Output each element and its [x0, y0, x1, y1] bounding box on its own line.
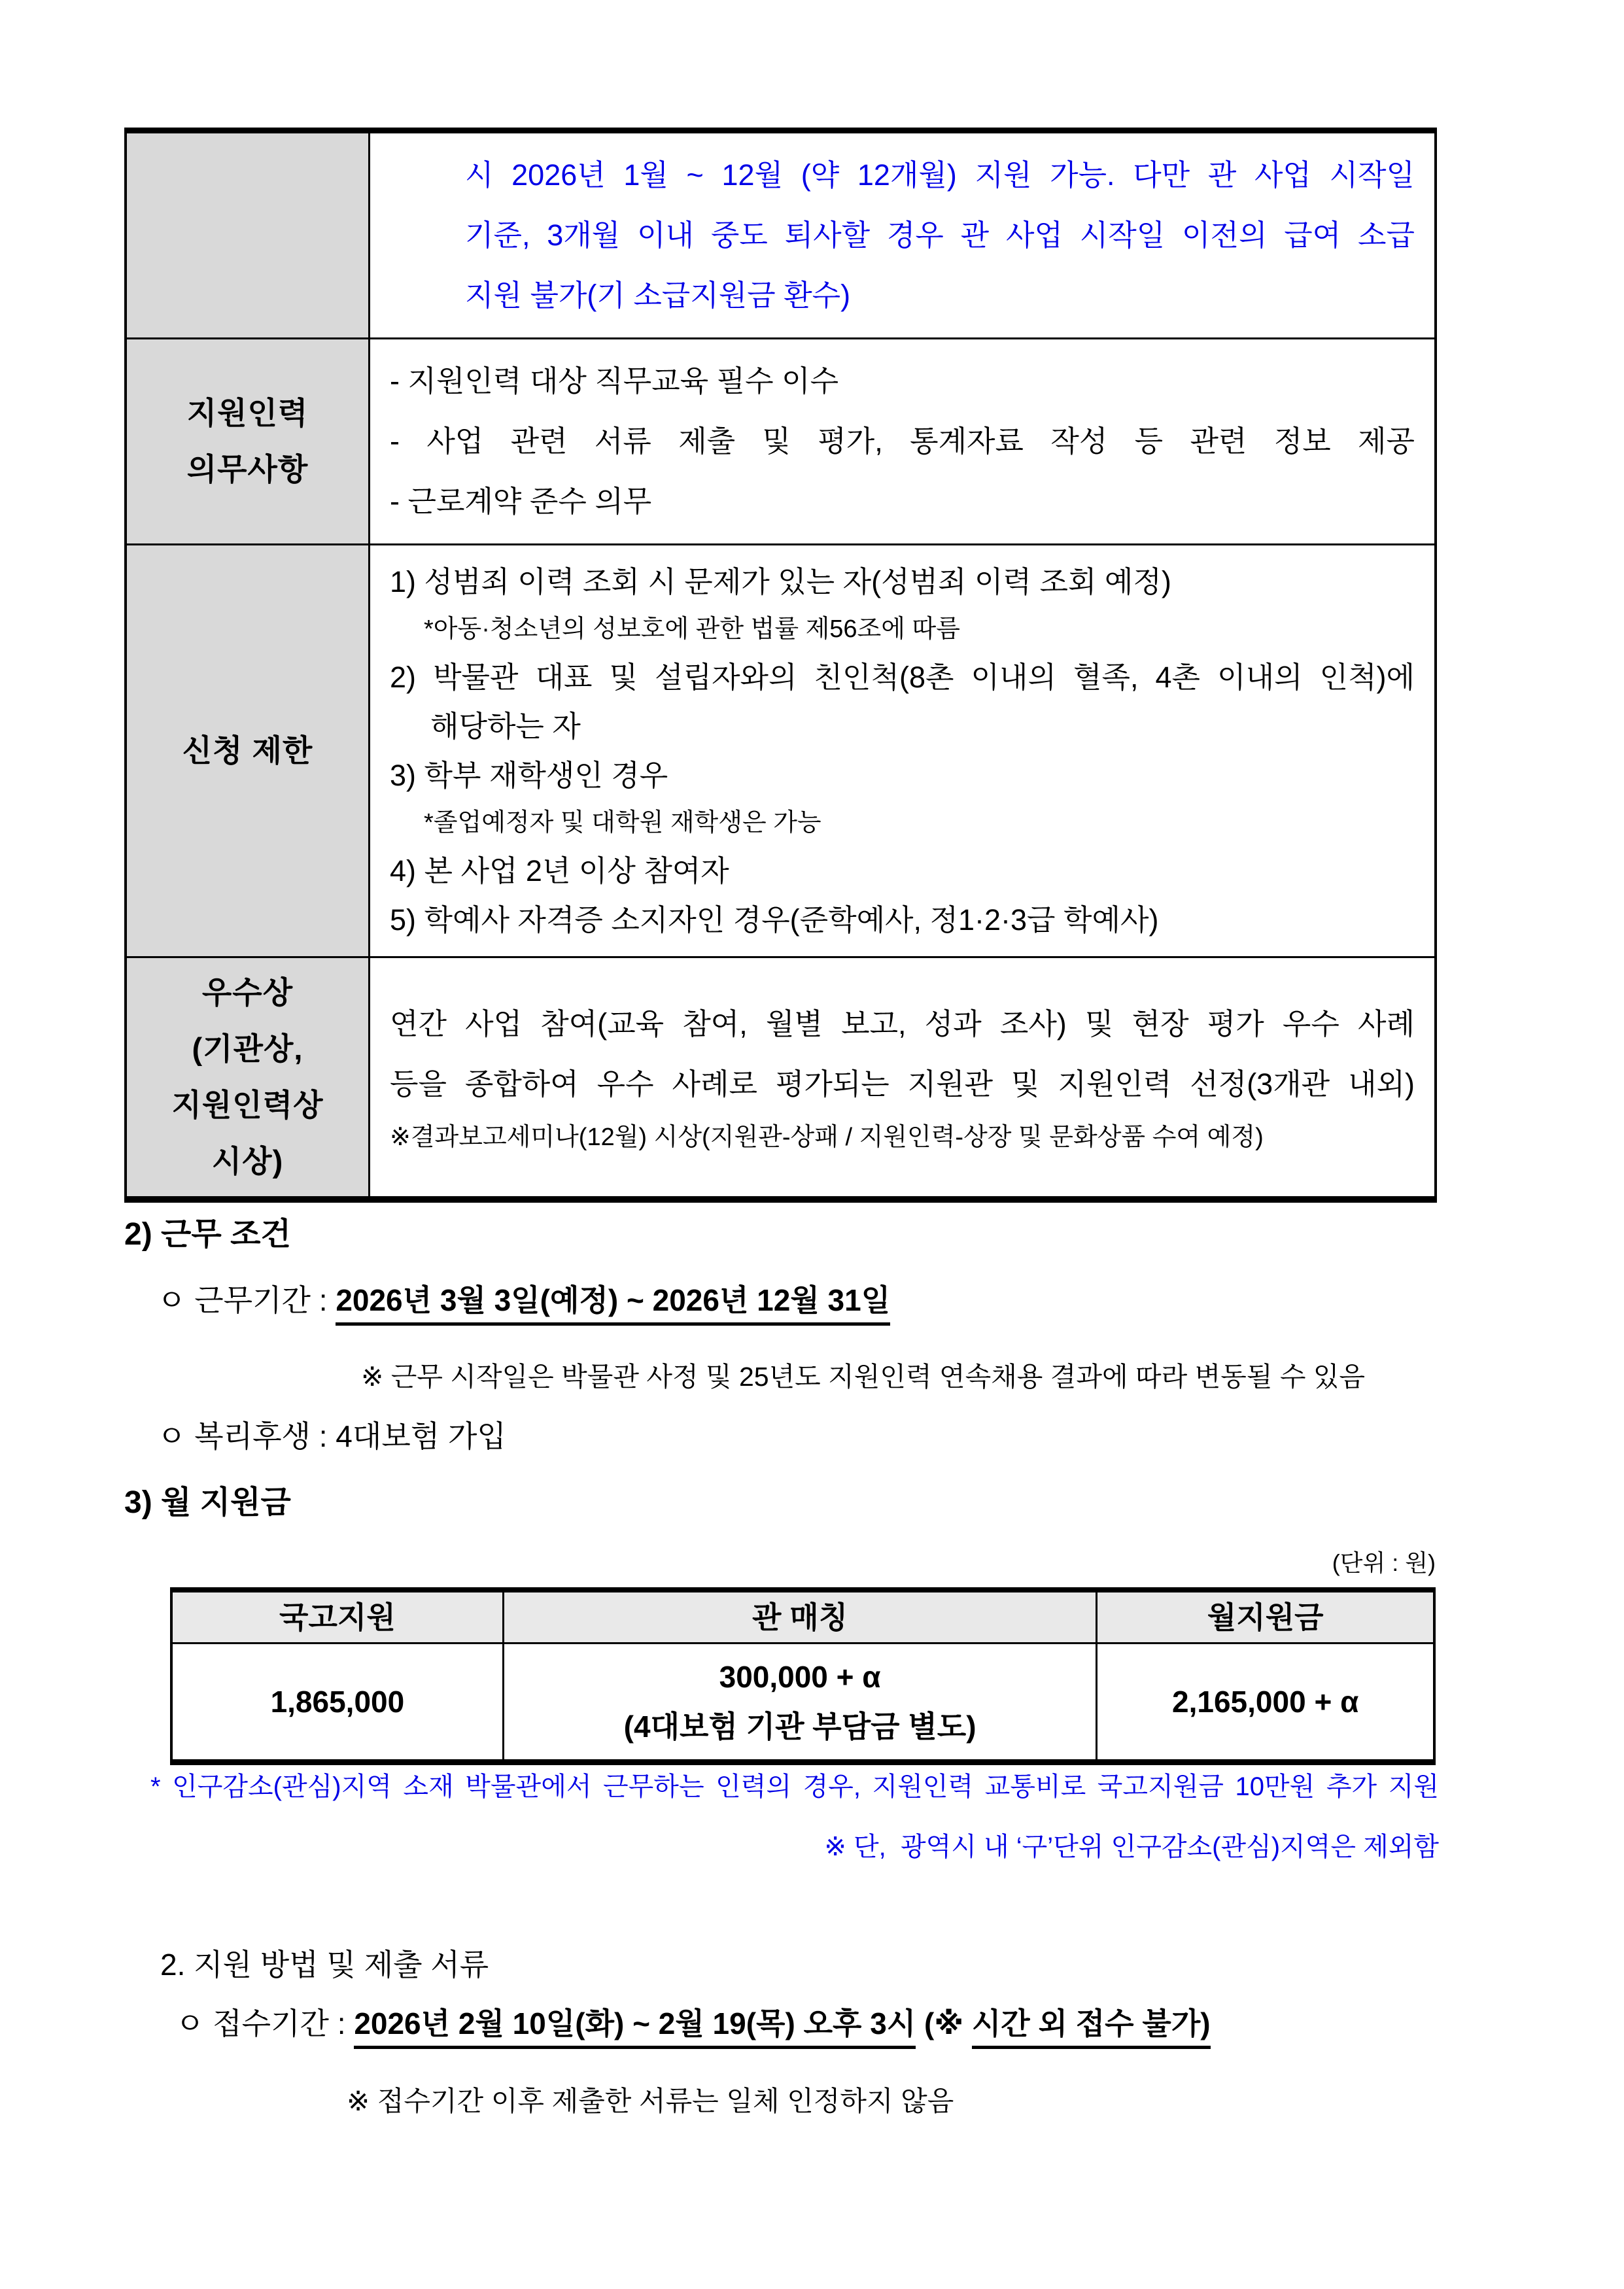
row-label-cell-empty: [127, 133, 370, 337]
table-row-duties: [127, 337, 1434, 543]
row-label-line: 지원인력상: [171, 1088, 324, 1122]
cell-line: 5) 학예사 자격증 소지자인 경우(준학예사, 정1·2·3급 학예사): [390, 903, 1159, 937]
cell-line: 등을 종합하여 우수 사례로 평가되는 지원관 및 지원인력 선정(3개관 내외): [390, 1067, 1415, 1101]
apply-period-warning: 시간 외 접수 불가): [972, 2006, 1211, 2049]
monthly-support-table: [170, 1587, 1436, 1765]
table-row-restrictions: [127, 543, 1434, 956]
header-cell-matching: [504, 1592, 1098, 1642]
work-period-label: ㅇ 근무기간 :: [157, 1283, 336, 1317]
row-content-cell: [370, 958, 1434, 1196]
row-content-cell: [370, 339, 1434, 543]
cell-line: *아동·청소년의 성보호에 관한 법률 제56조에 따름: [424, 615, 960, 643]
value-cell-matching: [504, 1644, 1098, 1759]
cell-line: - 근로계약 준수 의무: [390, 485, 652, 518]
cell-line: 시 2026년 1월 ~ 12월 (약 12개월) 지원 가능. 다만 관 사업 시작일: [465, 158, 1415, 192]
row-content-cell: [370, 545, 1434, 956]
section-heading-application: 2. 지원 방법 및 제출 서류: [160, 1948, 489, 1982]
cell-line: ※결과보고세미나(12월) 시상(지원관-상패 / 지원인력-상장 및 문화상품 수여 예정): [390, 1123, 1264, 1151]
cell-line: 기준, 3개월 이내 중도 퇴사할 경우 관 사업 시작일 이전의 급여 소급: [465, 218, 1415, 252]
table-row-continuation: [127, 133, 1434, 337]
program-terms-table: [124, 128, 1437, 1203]
row-label-line: 신청 제한: [182, 733, 313, 768]
apply-period-date: 2026년 2월 10일(화) ~ 2월 19(목) 오후 3시: [354, 2006, 916, 2049]
monthly-footnote-exclusion: ※ 단, 광역시 내 ‘구’단위 인구감소(관심)지역은 제외함: [824, 1833, 1439, 1861]
value-cell-national: [173, 1644, 504, 1759]
header-cell-total: [1097, 1592, 1433, 1642]
apply-period-mid: (※: [916, 2006, 972, 2040]
cell-line: - 지원인력 대상 직무교육 필수 이수: [390, 364, 839, 398]
row-content-cell: [370, 133, 1434, 337]
section-heading-work-conditions: 2) 근무 조건: [124, 1217, 291, 1252]
apply-period-line: [175, 2000, 1211, 2043]
row-label-cell: [127, 958, 370, 1196]
work-period-value: 2026년 3월 3일(예정) ~ 2026년 12월 31일: [336, 1283, 890, 1326]
header-text: 월지원금: [1207, 1600, 1324, 1634]
value-text: 2,165,000 + α: [1172, 1685, 1359, 1719]
row-label-line: 시상): [211, 1144, 284, 1179]
section-heading-monthly-support: 3) 월 지원금: [124, 1485, 291, 1520]
cell-line: 해당하는 자: [430, 710, 581, 743]
row-label-cell: [127, 545, 370, 956]
row-label-line: 지원인력: [186, 396, 309, 430]
unit-note: (단위 : 원): [1332, 1549, 1436, 1576]
work-welfare-line: ㅇ 복리후생 : 4대보험 가입: [157, 1419, 506, 1453]
cell-line: 2) 박물관 대표 및 설립자와의 친인척(8촌 이내의 혈족, 4촌 이내의 인척)에: [390, 661, 1415, 694]
cell-line: 3) 학부 재학생인 경우: [390, 759, 668, 792]
header-text: 국고지원: [279, 1600, 396, 1634]
cell-line: *졸업예정자 및 대학원 재학생은 가능: [424, 809, 821, 836]
apply-deadline-note: ※ 접수기간 이후 제출한 서류는 일체 인정하지 않음: [347, 2086, 954, 2116]
cell-line: 지원 불가(기 소급지원금 환수): [465, 279, 851, 312]
row-label-cell: [127, 339, 370, 543]
work-period-note: ※ 근무 시작일은 박물관 사정 및 25년도 지원인력 연속채용 결과에 따라 변동될 수 있음: [361, 1362, 1366, 1392]
apply-period-label: ㅇ 접수기간 :: [175, 2006, 354, 2040]
header-text: 관 매칭: [752, 1600, 848, 1634]
work-period-line: [157, 1277, 890, 1320]
monthly-footnote-transport: * 인구감소(관심)지역 소재 박물관에서 근무하는 인력의 경우, 지원인력 교통비로 국고지원금 10만원 추가 지원: [150, 1772, 1439, 1801]
cell-line: 연간 사업 참여(교육 참여, 월별 보고, 성과 조사) 및 현장 평가 우수 사례: [390, 1007, 1415, 1041]
monthly-table-value-row: [173, 1644, 1433, 1759]
cell-line: 1) 성범죄 이력 조회 시 문제가 있는 자(성범죄 이력 조회 예정): [390, 565, 1171, 598]
value-text: (4대보험 기관 부담금 별도): [623, 1710, 976, 1744]
value-text: 300,000 + α: [719, 1660, 881, 1694]
header-cell-national: [173, 1592, 504, 1642]
table-row-award: [127, 956, 1434, 1196]
cell-line: - 사업 관련 서류 제출 및 평가, 통계자료 작성 등 관련 정보 제공: [390, 424, 1415, 458]
value-text: 1,865,000: [270, 1685, 405, 1719]
value-cell-total: [1097, 1644, 1433, 1759]
row-label-line: 우수상: [201, 975, 294, 1010]
row-label-line: (기관상,: [192, 1031, 303, 1066]
row-label-line: 의무사항: [186, 452, 309, 487]
cell-line: 4) 본 사업 2년 이상 참여자: [390, 854, 729, 887]
monthly-table-header-row: [173, 1592, 1433, 1644]
